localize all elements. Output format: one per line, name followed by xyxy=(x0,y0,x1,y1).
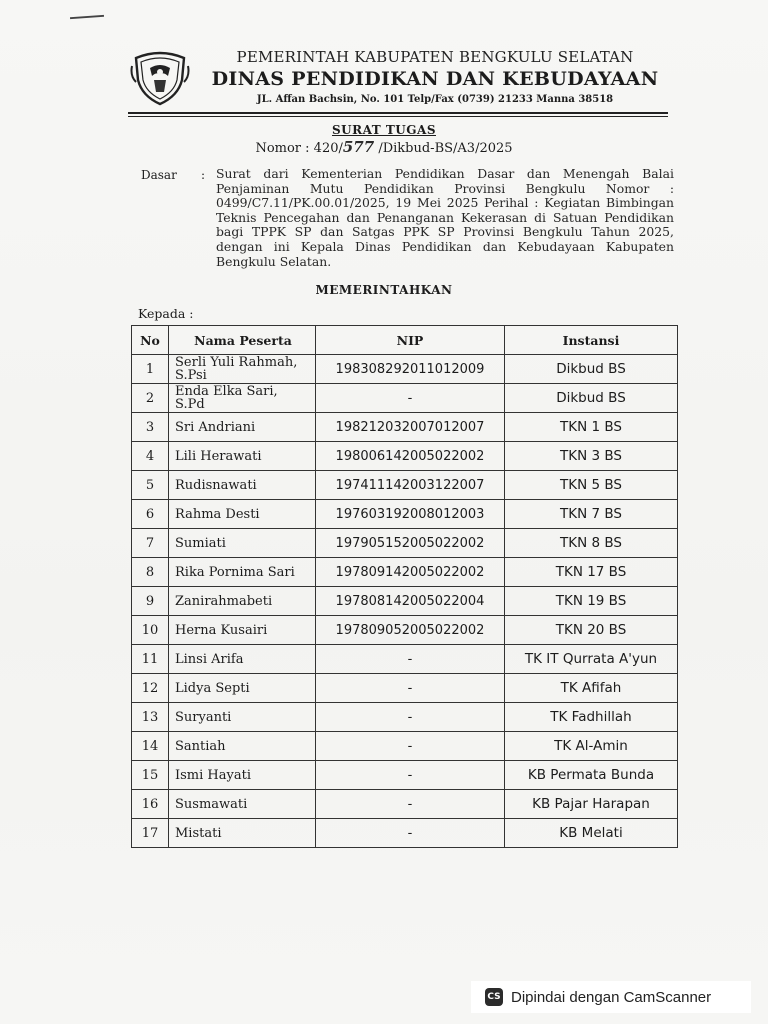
table-row xyxy=(132,703,678,732)
table-row xyxy=(132,587,678,616)
row-no: 7 xyxy=(132,529,169,558)
row-instansi: TKN 8 BS xyxy=(505,529,678,558)
table-body xyxy=(132,355,678,848)
row-name: Herna Kusairi xyxy=(169,616,316,645)
row-nip: - xyxy=(316,819,505,848)
row-name: Rika Pornima Sari xyxy=(169,558,316,587)
row-nip: - xyxy=(316,732,505,761)
row-name: Lidya Septi xyxy=(169,674,316,703)
row-nip: 197905152005022002 xyxy=(316,529,505,558)
table-row xyxy=(132,558,678,587)
row-name: Zanirahmabeti xyxy=(169,587,316,616)
header-instansi: Instansi xyxy=(505,326,678,355)
row-nip: - xyxy=(316,790,505,819)
table-row xyxy=(132,616,678,645)
table-row xyxy=(132,471,678,500)
row-name: Ismi Hayati xyxy=(169,761,316,790)
row-name: Sri Andriani xyxy=(169,413,316,442)
row-no: 2 xyxy=(132,384,169,413)
camscanner-label: Dipindai dengan CamScanner xyxy=(511,988,712,1006)
row-instansi: TKN 1 BS xyxy=(505,413,678,442)
table-row xyxy=(132,529,678,558)
row-nip: - xyxy=(316,384,505,413)
table-row xyxy=(132,761,678,790)
row-no: 13 xyxy=(132,703,169,732)
row-no: 1 xyxy=(132,355,169,384)
row-nip: 198006142005022002 xyxy=(316,442,505,471)
government-name: PEMERINTAH KABUPATEN BENGKULU SELATAN xyxy=(236,48,634,66)
row-instansi: KB Pajar Harapan xyxy=(505,790,678,819)
row-nip: - xyxy=(316,761,505,790)
row-no: 9 xyxy=(132,587,169,616)
row-instansi: Dikbud BS xyxy=(505,384,678,413)
row-instansi: TKN 19 BS xyxy=(505,587,678,616)
row-name: Sumiati xyxy=(169,529,316,558)
row-name: Suryanti xyxy=(169,703,316,732)
office-address: JL. Affan Bachsin, No. 101 Telp/Fax (0739) 21233 Manna 38518 xyxy=(256,94,614,105)
scan-mark xyxy=(70,15,104,19)
row-nip: 197603192008012003 xyxy=(316,500,505,529)
table-row xyxy=(132,442,678,471)
row-no: 8 xyxy=(132,558,169,587)
header-no: No xyxy=(132,326,169,355)
row-no: 12 xyxy=(132,674,169,703)
row-instansi: TK IT Qurrata A'yun xyxy=(505,645,678,674)
regency-emblem-icon xyxy=(130,50,190,106)
row-nip: 197808142005022004 xyxy=(316,587,505,616)
row-name: Enda Elka Sari, S.Pd xyxy=(169,384,316,413)
row-instansi: TKN 20 BS xyxy=(505,616,678,645)
row-instansi: TK Fadhillah xyxy=(505,703,678,732)
table-row xyxy=(132,500,678,529)
command-heading: MEMERINTAHKAN xyxy=(315,283,453,297)
camscanner-badge xyxy=(471,981,751,1013)
letterhead-rule-thin xyxy=(128,116,668,117)
row-no: 6 xyxy=(132,500,169,529)
row-nip: 198308292011012009 xyxy=(316,355,505,384)
row-nip: 197411142003122007 xyxy=(316,471,505,500)
letterhead xyxy=(128,44,668,116)
table-row xyxy=(132,790,678,819)
row-nip: 197809052005022002 xyxy=(316,616,505,645)
table-row xyxy=(132,413,678,442)
row-name: Rudisnawati xyxy=(169,471,316,500)
row-instansi: TK Afifah xyxy=(505,674,678,703)
row-instansi: TKN 7 BS xyxy=(505,500,678,529)
row-instansi: KB Permata Bunda xyxy=(505,761,678,790)
row-nip: - xyxy=(316,674,505,703)
row-nip: 198212032007012007 xyxy=(316,413,505,442)
row-name: Serli Yuli Rahmah, S.Psi xyxy=(169,355,316,384)
table-row xyxy=(132,645,678,674)
number-suffix: /Dikbud-BS/A3/2025 xyxy=(374,141,513,156)
row-name: Santiah xyxy=(169,732,316,761)
table-header-row xyxy=(132,326,678,355)
table-row xyxy=(132,819,678,848)
row-no: 4 xyxy=(132,442,169,471)
dasar-colon: : xyxy=(201,168,206,182)
row-name: Susmawati xyxy=(169,790,316,819)
department-name: DINAS PENDIDIKAN DAN KEBUDAYAAN xyxy=(211,68,659,90)
row-name: Linsi Arifa xyxy=(169,645,316,674)
row-name: Lili Herawati xyxy=(169,442,316,471)
table-row xyxy=(132,384,678,413)
row-nip: - xyxy=(316,703,505,732)
kepada-label: Kepada : xyxy=(138,306,194,321)
row-instansi: TKN 5 BS xyxy=(505,471,678,500)
table-row xyxy=(132,674,678,703)
row-no: 16 xyxy=(132,790,169,819)
number-handwritten: 577 xyxy=(342,138,375,156)
row-instansi: TK Al-Amin xyxy=(505,732,678,761)
table-row xyxy=(132,732,678,761)
row-no: 15 xyxy=(132,761,169,790)
document-title: SURAT TUGAS xyxy=(332,123,436,137)
row-no: 17 xyxy=(132,819,169,848)
number-prefix: Nomor : 420/ xyxy=(255,141,343,156)
row-nip: - xyxy=(316,645,505,674)
row-no: 10 xyxy=(132,616,169,645)
row-instansi: KB Melati xyxy=(505,819,678,848)
row-instansi: TKN 17 BS xyxy=(505,558,678,587)
row-no: 3 xyxy=(132,413,169,442)
header-nip: NIP xyxy=(316,326,505,355)
document-number xyxy=(0,138,768,156)
row-no: 5 xyxy=(132,471,169,500)
dasar-label: Dasar xyxy=(141,168,177,182)
row-instansi: TKN 3 BS xyxy=(505,442,678,471)
row-no: 14 xyxy=(132,732,169,761)
row-no: 11 xyxy=(132,645,169,674)
participant-table xyxy=(131,325,678,848)
row-name: Rahma Desti xyxy=(169,500,316,529)
table-row xyxy=(132,355,678,384)
participant-table-wrap xyxy=(131,325,678,848)
row-instansi: Dikbud BS xyxy=(505,355,678,384)
camscanner-icon: CS xyxy=(485,988,503,1006)
dasar-text: Surat dari Kementerian Pendidikan Dasar dan Menengah Balai Penjaminan Mutu Pendidikan Provinsi Bengkulu Nomor : 0499/C7.11/PK.00.01/2025, 19 Mei 2025 Perihal : Kegiatan Bimbingan Teknis Pencegahan dan Penanganan Kekerasan di Satuan Pendidikan bagi TPPK SP dan Satgas PPK SP Provinsi Bengkulu Tahun 2025, dengan ini Kepala Dinas Pendidikan dan Kebudayaan Kabupaten Bengkulu Selatan. xyxy=(216,166,674,269)
row-name: Mistati xyxy=(169,819,316,848)
header-name: Nama Peserta xyxy=(169,326,316,355)
letterhead-rule xyxy=(128,112,668,114)
row-nip: 197809142005022002 xyxy=(316,558,505,587)
